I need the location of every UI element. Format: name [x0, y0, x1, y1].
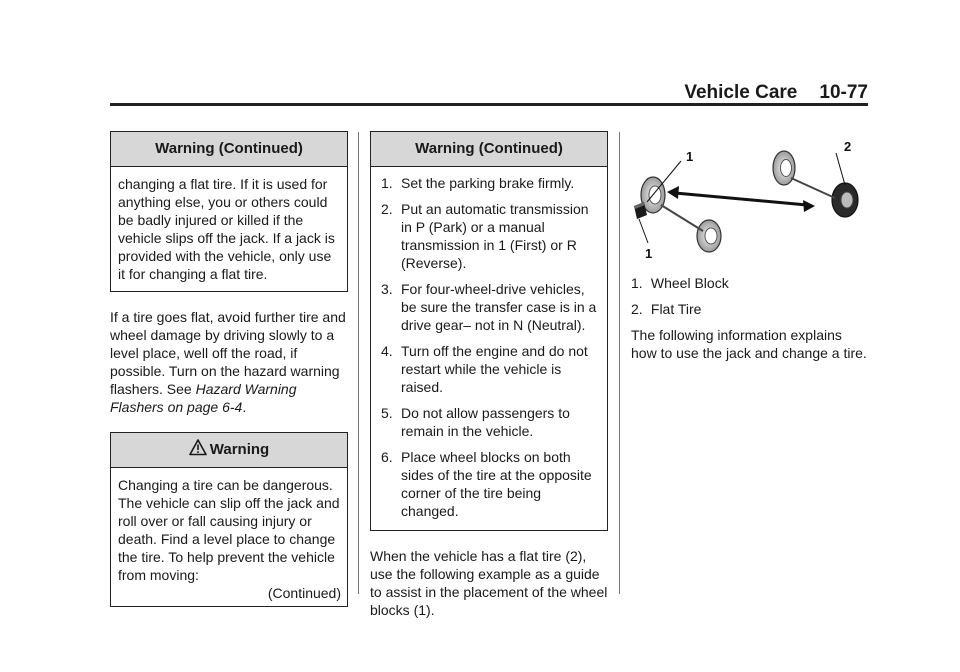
callout-1: 1	[686, 149, 694, 164]
list-item: 1. Set the parking brake firmly.	[381, 175, 575, 191]
warning-triangle-icon	[189, 439, 207, 456]
continued-label: (Continued)	[267, 585, 341, 601]
hazard-flashers-link[interactable]: Hazard Warning Flashers on page 6-4	[110, 381, 297, 415]
warning-body: changing a flat tire. If it is used for anything else, you or others could be badly injured or killed if the vehicle slips off the jack. If a jack is provided with the vehicle, only use it for changing a flat tire.	[118, 176, 335, 282]
header-title	[684, 82, 868, 104]
list-item: 3. For four-wheel-drive vehicles, be sure the transfer case is in a drive gear– not in N (Neutral).	[381, 281, 597, 333]
warning-body-text: Changing a tire can be dangerous. The vehicle can slip off the jack and roll over or fall causing injury or death. Find a level place to change the tire. To help prevent the vehicle from moving:	[118, 477, 340, 583]
header-rule	[110, 103, 868, 106]
page-number: 10-77	[819, 82, 868, 103]
safety-steps-list	[371, 174, 601, 520]
legend-item: 2. Flat Tire	[631, 301, 702, 317]
wheel-block-paragraph: When the vehicle has a flat tire (2), use the following example as a guide to assist in the placement of the wheel blocks (1).	[370, 548, 608, 618]
column-divider-2	[619, 132, 620, 594]
jack-info-paragraph: The following information explains how to use the jack and change a tire.	[631, 327, 867, 361]
list-item: 4. Turn off the engine and do not restart while the vehicle is raised.	[381, 343, 588, 395]
column-2	[370, 131, 608, 619]
warning-box	[110, 432, 348, 607]
callout-leader-1b	[639, 219, 648, 243]
legend-item: 1. Wheel Block	[631, 275, 729, 291]
callout-leader-2	[836, 153, 845, 185]
front-left-wheel	[697, 220, 721, 252]
warning-header-steps: Warning (Continued)	[371, 132, 607, 167]
flat-tire-icon	[832, 183, 858, 217]
warning-header-2	[111, 433, 347, 468]
callout-2: 2	[844, 139, 852, 154]
list-item: 5. Do not allow passengers to remain in the vehicle.	[381, 405, 570, 439]
column-3	[631, 131, 869, 362]
warning-title: Warning	[209, 441, 270, 458]
column-1	[110, 131, 348, 607]
warning-header: Warning (Continued)	[111, 132, 347, 167]
warning-body-2	[111, 468, 347, 606]
warning-steps-body	[371, 167, 607, 530]
list-item: 2. Put an automatic transmission in P (Park) or a manual transmission in 1 (First) or R (Reverse).	[381, 201, 589, 271]
column-divider-1	[358, 132, 359, 594]
paragraph-text: If a tire goes flat, avoid further tire and wheel damage by driving slowly to a level place, well off the road, if possible. Turn on the hazard warning flashers. See	[110, 309, 346, 397]
wheel-block-diagram	[631, 131, 869, 263]
list-item: 6. Place wheel blocks on both sides of the tire at the opposite corner of the tire being changed.	[381, 449, 592, 519]
section-title: Vehicle Care	[684, 82, 798, 103]
front-axle-line	[661, 205, 703, 231]
callout-1b: 1	[645, 246, 653, 261]
figure-legend	[631, 274, 869, 318]
diagonal-double-arrow	[667, 186, 815, 212]
rear-axle-line	[791, 178, 835, 198]
warning-box-steps	[370, 131, 608, 531]
paragraph-end: .	[242, 399, 247, 415]
flat-tire-paragraph	[110, 308, 348, 416]
warning-box-continued	[110, 131, 348, 292]
rear-right-wheel	[773, 151, 795, 185]
